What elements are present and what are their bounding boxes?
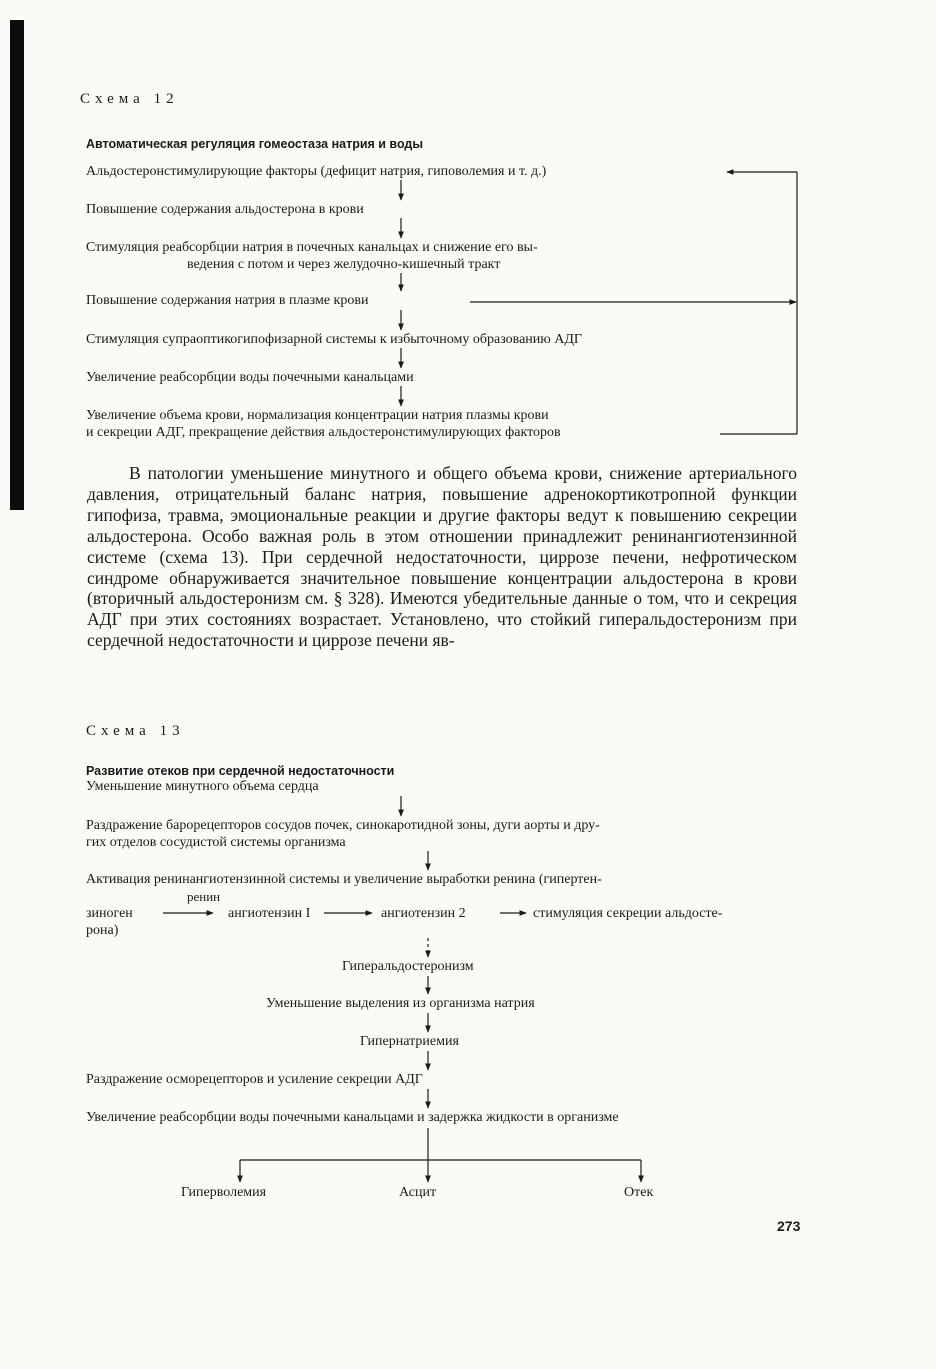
scheme-13-step-3-end: рона) (86, 923, 119, 938)
scheme-12-step-4: Повышение содержания натрия в плазме крови (86, 293, 369, 308)
scheme-12-step-7: Увеличение объема крови, нормализация концентрации натрия плазмы крови (86, 408, 549, 423)
scheme-13-step-1: Уменьшение минутного объема сердца (86, 779, 319, 794)
scheme-13-step-5: Уменьшение выделения из организма натрия (266, 996, 535, 1011)
outcome-hypervolemia: Гиперволемия (181, 1185, 267, 1200)
scheme-13-step-6: Гипернатриемия (360, 1034, 459, 1049)
scheme-13-aldosterone-secretion: стимуляция секреции альдосте- (533, 906, 723, 921)
scheme-13-angiotensin-1: ангиотензин I (228, 906, 311, 921)
scheme-13-step-3: Активация ренинангиотензинной системы и увеличение выработки ренина (гипертен- (86, 872, 602, 887)
scheme-13-step-2-cont: гих отделов сосудистой системы организма (86, 835, 346, 850)
paragraph-text: В патологии уменьшение минутного и общего объема крови, снижение артериального давления, отрицательный баланс натрия, повышение адренокортикотропной функции гипофиза, травма, эмоциональные реакции и другие факторы ведут к повышению секреции альдостерона. Особо важная роль в этом отношении принадлежит ренинангиотензинной системе (схема 13). При сердечной недостаточности, циррозе печени, нефротическом синдроме обнаруживается значительное повышение концентрации альдостерона в крови (вторичный альдостеронизм см. § 328). Имеются убедительные данные о том, что и секреция АДГ при этих состояниях возрастает. Установлено, что стойкий гиперальдостеронизм при сердечной недостаточности и циррозе печени яв- (87, 463, 797, 651)
scheme-12-step-3: Стимуляция реабсорбции натрия в почечных канальцах и снижение его вы- (86, 240, 538, 255)
scheme-13-step-8: Увеличение реабсорбции воды почечными канальцами и задержка жидкости в организме (86, 1110, 619, 1125)
outcome-edema: Отек (624, 1185, 654, 1200)
scheme-13-step-7: Раздражение осморецепторов и усиление секреции АДГ (86, 1072, 423, 1087)
scheme-12-step-7-cont: и секреции АДГ, прекращение действия альдостеронстимулирующих факторов (86, 425, 561, 440)
scheme-12-step-6: Увеличение реабсорбции воды почечными канальцами (86, 370, 414, 385)
scheme-13-step-4: Гиперальдостеронизм (342, 959, 474, 974)
scheme-13-title: Развитие отеков при сердечной недостаточности (86, 764, 395, 778)
page-number: 273 (777, 1218, 801, 1234)
scheme-13-caption: Схема 13 (86, 723, 185, 739)
scheme-12-step-3-cont: ведения с потом и через желудочно-кишечный тракт (187, 257, 501, 272)
renin-label: ренин (187, 889, 221, 904)
scheme-12-step-2: Повышение содержания альдостерона в крови (86, 202, 364, 217)
scheme-12-caption: Схема 12 (80, 91, 179, 107)
scheme-13-step-2: Раздражение барорецепторов сосудов почек, синокаротидной зоны, дуги аорты и дру- (86, 818, 600, 833)
outcome-ascites: Асцит (399, 1185, 437, 1200)
scheme-13-angiotensin-2: ангиотензин 2 (381, 906, 466, 921)
scheme-12-title: Автоматическая регуляция гомеостаза натрия и воды (86, 137, 424, 151)
scheme-12-step-1: Альдостеронстимулирующие факторы (дефицит натрия, гиповолемия и т. д.) (86, 164, 547, 179)
scheme-13-step-3-angiotensinogen: зиноген (86, 906, 133, 921)
scheme-12-step-5: Стимуляция супраоптикогипофизарной системы к избыточному образованию АДГ (86, 332, 582, 347)
